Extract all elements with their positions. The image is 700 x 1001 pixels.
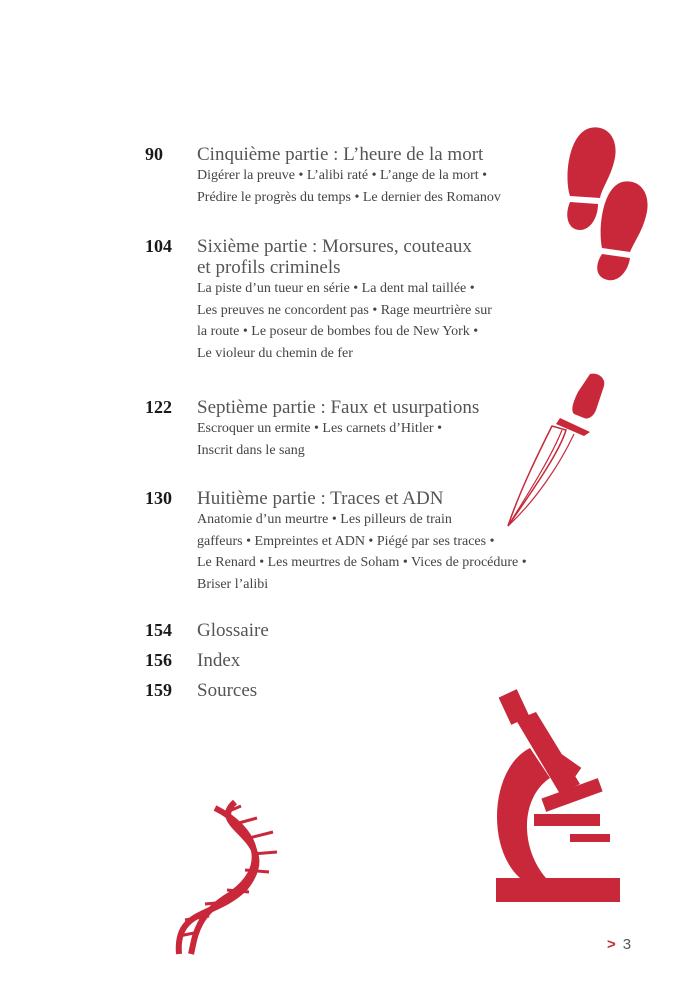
entry-body <box>197 620 577 641</box>
entry-subtitle: Les preuves ne concordent pas • Rage meurtrière sur <box>197 302 492 318</box>
entry-body <box>197 236 577 364</box>
entry-subtitle: Briser l’alibi <box>197 576 269 592</box>
footprints-icon <box>540 122 655 284</box>
entry-title: Cinquième partie : L’heure de la mort <box>197 144 484 165</box>
knife-icon <box>500 370 612 530</box>
entry-subtitle: Escroquer un ermite • Les carnets d’Hitler • <box>197 421 442 436</box>
entry-subtitle: Le violeur du chemin de fer <box>197 345 353 361</box>
microscope-icon <box>490 688 625 908</box>
page-number-text: 3 <box>622 936 632 953</box>
page-number <box>607 936 631 953</box>
page-ref: 156 <box>145 650 172 670</box>
entry-title: Huitième partie : Traces et ADN <box>197 488 444 509</box>
entry-subtitle: la route • Le poseur de bombes fou de New York • <box>197 324 479 339</box>
entry-subtitle: Prédire le progrès du temps • Le dernier des Romanov <box>197 189 501 205</box>
entry-title: et profils criminels <box>197 257 341 278</box>
entry-subtitle: Anatomie d’un meurtre • Les pilleurs de train <box>197 512 452 527</box>
entry-title: Sources <box>197 680 258 701</box>
entry-body <box>197 144 577 208</box>
entry-subtitle: Inscrit dans le sang <box>197 442 305 458</box>
entry-title: Septième partie : Faux et usurpations <box>197 397 480 418</box>
entry-subtitle: gaffeurs • Empreintes et ADN • Piégé par ses traces • <box>197 533 495 549</box>
dna-icon <box>165 798 297 958</box>
page-ref: 90 <box>145 144 163 164</box>
page-ref: 122 <box>145 397 172 417</box>
entry-title: Glossaire <box>197 620 269 641</box>
entry-subtitle: Le Renard • Les meurtres de Soham • Vices de procédure • <box>197 555 527 570</box>
page-ref: 130 <box>145 488 172 508</box>
entry-title: Index <box>197 650 241 671</box>
arrow-icon: > <box>607 936 616 953</box>
page-ref: 154 <box>145 620 172 640</box>
entry-title: Sixième partie : Morsures, couteaux <box>197 236 472 257</box>
entry-body <box>197 650 577 671</box>
page-ref: 104 <box>145 236 172 256</box>
page-ref: 159 <box>145 680 172 700</box>
entry-subtitle: Digérer la preuve • L’alibi raté • L’ange de la mort • <box>197 168 488 183</box>
entry-subtitle: La piste d’un tueur en série • La dent mal taillée • <box>197 281 475 296</box>
